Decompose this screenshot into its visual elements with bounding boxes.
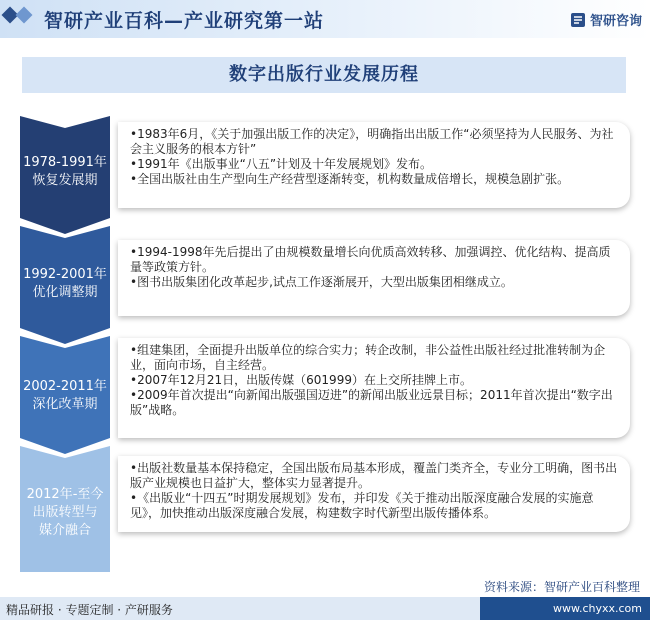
period-name: 优化调整期 bbox=[32, 285, 98, 300]
period-row-1 bbox=[20, 116, 630, 234]
period-item: •全国出版社由生产型向生产经营型逐渐转变，机构数量成倍增长，规模急剧扩张。 bbox=[130, 172, 570, 186]
period-item: •《出版业“十四五”时期发展规划》发布，并印发《关于推动出版深度融合发展的实施意见》，加快推动出版深度融合发展，构建数字时代新型出版传播体系。 bbox=[130, 491, 594, 520]
period-item: •出版社数量基本保持稳定，全国出版布局基本形成，覆盖门类齐全，专业分工明确，图书出版产业规模也日益扩大，整体实力显著提升。 bbox=[130, 461, 618, 490]
period-years: 1992-2001年 bbox=[23, 267, 107, 282]
header-title: 智研产业百科—产业研究第一站 bbox=[44, 10, 325, 32]
footer bbox=[0, 597, 650, 620]
period-name: 出版转型与 bbox=[32, 505, 98, 520]
period-name: 恢复发展期 bbox=[32, 173, 98, 188]
period-row-3 bbox=[20, 336, 630, 454]
logo[interactable] bbox=[570, 10, 642, 29]
period-label-2 bbox=[20, 266, 110, 302]
period-row-2 bbox=[20, 226, 630, 344]
period-label-1 bbox=[20, 154, 110, 190]
period-name: 深化改革期 bbox=[32, 397, 98, 412]
period-years: 2002-2011年 bbox=[23, 379, 107, 394]
period-item: •组建集团，全面提升出版单位的综合实力；转企改制，非公益性出版社经过批准转制为企业，面向市场，自主经营。 bbox=[130, 343, 606, 372]
page-title: 数字出版行业发展历程 bbox=[22, 57, 626, 93]
period-years: 2012年-至今 bbox=[26, 487, 104, 502]
period-label-3 bbox=[20, 378, 110, 414]
period-name: 媒介融合 bbox=[38, 523, 91, 538]
period-row-4 bbox=[20, 446, 630, 572]
period-item: •1991年《出版事业“八五”计划及十年发展规划》发布。 bbox=[130, 157, 433, 171]
logo-icon bbox=[570, 12, 586, 28]
period-item: •1994-1998年先后提出了由规模数量增长向优质高效转移、加强调控、优化结构、提高质量等政策方针。 bbox=[130, 245, 611, 274]
period-item: •2007年12月21日，出版传媒（601999）在上交所挂牌上市。 bbox=[130, 373, 472, 387]
header bbox=[0, 0, 650, 38]
logo-text: 智研咨询 bbox=[589, 14, 642, 29]
period-item: •图书出版集团化改革起步,试点工作逐渐展开，大型出版集团相继成立。 bbox=[130, 275, 513, 289]
period-item: •1983年6月，《关于加强出版工作的决定》，明确指出出版工作“必须坚持为人民服务、为社会主义服务的根本方针” bbox=[130, 127, 614, 156]
period-content-4 bbox=[118, 456, 630, 532]
period-content-2 bbox=[118, 240, 630, 316]
footer-services: 精品研报 · 专题定制 · 产研服务 bbox=[6, 603, 173, 617]
source-note: 资料来源：智研产业百科整理 bbox=[483, 580, 640, 594]
period-years: 1978-1991年 bbox=[23, 155, 107, 170]
period-content-1 bbox=[118, 122, 630, 208]
footer-url-link[interactable]: www.chyxx.com bbox=[552, 602, 642, 615]
period-item: •2009年首次提出“向新闻出版强国迈进”的新闻出版业远景目标；2011年首次提出“数字出版”战略。 bbox=[130, 388, 613, 417]
period-label-4 bbox=[20, 486, 110, 540]
period-content-3 bbox=[118, 338, 630, 438]
